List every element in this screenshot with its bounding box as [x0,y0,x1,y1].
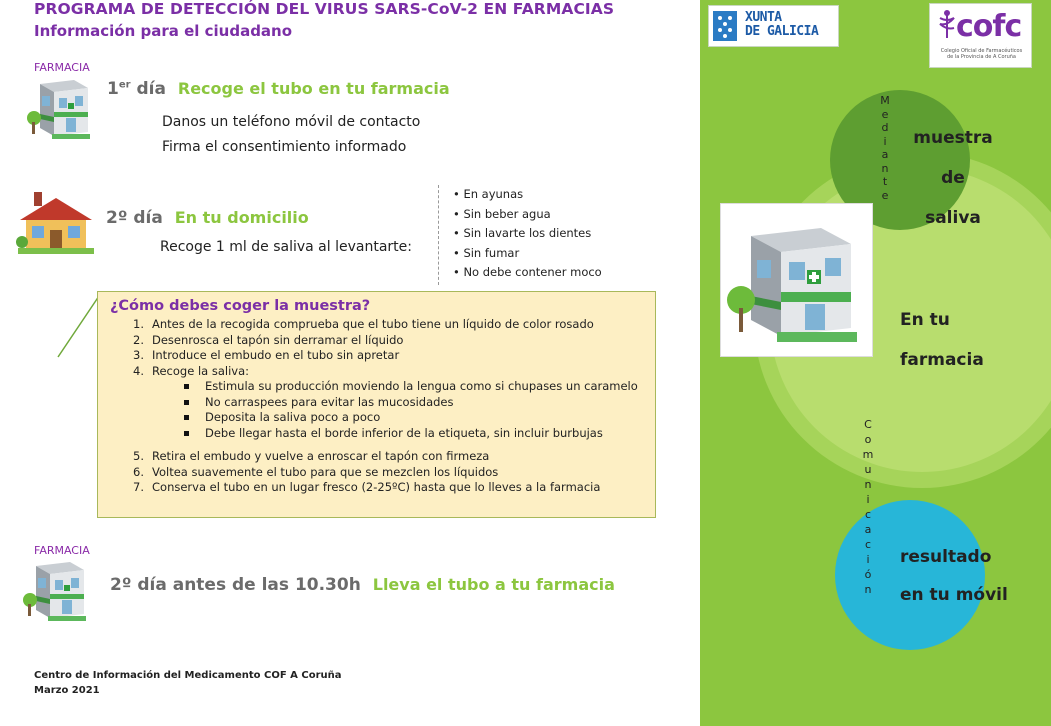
how-substep-text: Debe llegar hasta el borde inferior de la etiqueta, sin incluir burbujas [205,425,603,440]
connector-line [55,294,101,360]
how-step [110,348,643,364]
how-step-number: 1. [133,317,144,331]
step1-line-1: Danos un teléfono móvil de contacto [162,114,421,130]
how-substep-text: Deposita la saliva poco a poco [205,410,381,424]
cofc-wordmark: cofc [956,9,1022,44]
vertical-letter: o [864,433,872,446]
circle3-line: en tu móvil [900,585,1008,605]
condition-item: • Sin lavarte los dientes [453,226,592,240]
how-step-text: Desenrosca el tapón sin derramar el líquido [152,332,404,347]
condition-item: • Sin beber agua [453,206,551,221]
vertical-letter: e [881,107,889,121]
step1-day [107,79,450,99]
footer-line-2: Marzo 2021 [34,685,100,696]
cofc-subtitle [934,48,1029,60]
comunicacion-vertical-text [862,417,874,597]
square-bullet-icon [184,431,189,436]
step1-day-sup: er [118,79,131,91]
vertical-letter: ó [864,568,872,581]
how-step-text: Voltea suavemente el tubo para que se mezclen los líquidos [152,464,499,479]
vertical-letter: a [864,523,872,536]
step3-day-label: 2º día antes de las 10.30h [110,575,361,595]
vertical-letter: n [864,478,872,491]
xunta-line-1: XUNTA [745,10,782,25]
how-step [110,317,643,333]
vertical-letter: M [880,94,890,107]
farmacia-label: FARMACIA [34,61,90,74]
how-step-text: Recoge la saliva: [152,363,249,378]
how-step-text: Introduce el embudo en el tubo sin apretar [152,348,400,362]
step1-line-2: Firma el consentimiento informado [162,139,407,155]
saliva-conditions-list [438,185,602,285]
how-step [110,333,643,349]
vertical-letter: e [881,188,889,202]
step3-day [110,575,615,595]
page-title: PROGRAMA DE DETECCIÓN DEL VIRUS SARS-CoV-2 EN FARMACIAS [34,0,615,18]
circle1-line: de [941,168,965,188]
how-step-text: Antes de la recogida comprueba que el tubo tiene un líquido de color rosado [152,317,594,331]
how-substep [110,379,643,395]
vertical-letter: n [881,161,889,175]
how-to-box [97,291,656,518]
how-step-text: Retira el embudo y vuelve a enroscar el tapón con firmeza [152,449,490,463]
step1-action: Recoge el tubo en tu farmacia [177,79,450,98]
footer-line-1: Centro de Información del Medicamento COF A Coruña [34,670,342,681]
pharmacy-building-icon [22,556,90,632]
panel-circles [700,0,1051,726]
step1-day-word: día [136,79,166,99]
xunta-line-2: DE GALICIA [745,24,819,39]
how-substep [110,395,643,411]
circle2-line: farmacia [900,350,984,370]
result-label [900,538,1008,614]
vertical-letter: c [864,508,872,521]
step1-day-number: 1 [107,79,119,99]
footer [34,668,342,698]
info-panel [700,0,1051,726]
saliva-sample-label [908,118,998,238]
how-step-number: 2. [133,332,144,347]
how-step [110,480,643,496]
pharmacy-building-icon [721,204,874,358]
pharmacy-image [720,203,873,357]
square-bullet-icon [184,415,189,420]
step2-action: En tu domicilio [174,208,309,227]
vertical-letter: d [881,121,889,134]
circle3-line: resultado [900,547,992,567]
condition-item: • Sin fumar [453,245,520,260]
step3-action: Lleva el tubo a tu farmacia [372,575,615,594]
how-substep-text: No carraspees para evitar las mucosidades [205,394,454,409]
how-step [110,465,643,481]
square-bullet-icon [184,384,189,389]
farmacia-label: FARMACIA [34,544,90,557]
vertical-letter: t [882,175,888,188]
cofc-subtitle-line: Colegio Oficial de Farmacéuticos [940,48,1023,54]
how-substep [110,426,643,442]
how-substep [110,410,643,426]
pharmacy-building-icon [26,74,94,148]
xunta-text [745,11,818,39]
vertical-letter: C [864,418,872,431]
square-bullet-icon [184,400,189,405]
pharmacy-label [900,300,984,380]
vertical-letter: a [881,148,889,161]
circle2-line: En tu [900,310,950,330]
vertical-letter: i [883,134,887,148]
caduceus-icon [936,10,958,40]
house-icon [16,188,96,264]
vertical-letter: u [864,463,872,476]
step2-day [106,208,309,228]
how-step-text: Conserva el tubo en un lugar fresco (2-25ºC) hasta que lo lleves a la farmacia [152,480,601,494]
vertical-letter: n [864,583,872,596]
vertical-letter: i [866,493,870,506]
how-step-number: 5. [133,449,144,463]
how-step-number: 3. [133,348,144,362]
how-step [110,364,643,380]
vertical-letter: m [862,448,874,461]
cofc-subtitle-line: de la Provincia de A Coruña [947,54,1016,60]
vertical-letter: i [866,553,870,566]
how-substep-text: Estimula su producción moviendo la lengua como si chupases un caramelo [205,379,638,393]
how-step-number: 7. [133,480,144,494]
how-step [110,449,643,465]
vertical-letter: c [864,538,872,551]
mediante-vertical-text [879,94,891,202]
how-step-number: 6. [133,464,144,479]
step2-day-label: 2º día [106,208,163,228]
how-to-steps [110,317,643,496]
condition-item: • En ayunas [453,187,524,201]
circle1-line: muestra [913,128,993,148]
xunta-emblem-icon [713,11,737,41]
page-subtitle: Información para el ciudadano [34,22,293,40]
cofc-logo [929,3,1032,68]
condition-item: • No debe contener moco [453,265,602,279]
how-to-title: ¿Cómo debes coger la muestra? [110,298,371,314]
circle1-line: saliva [925,208,981,228]
how-step-number: 4. [133,363,144,378]
step2-line: Recoge 1 ml de saliva al levantarte: [160,239,412,255]
xunta-logo [708,5,839,47]
